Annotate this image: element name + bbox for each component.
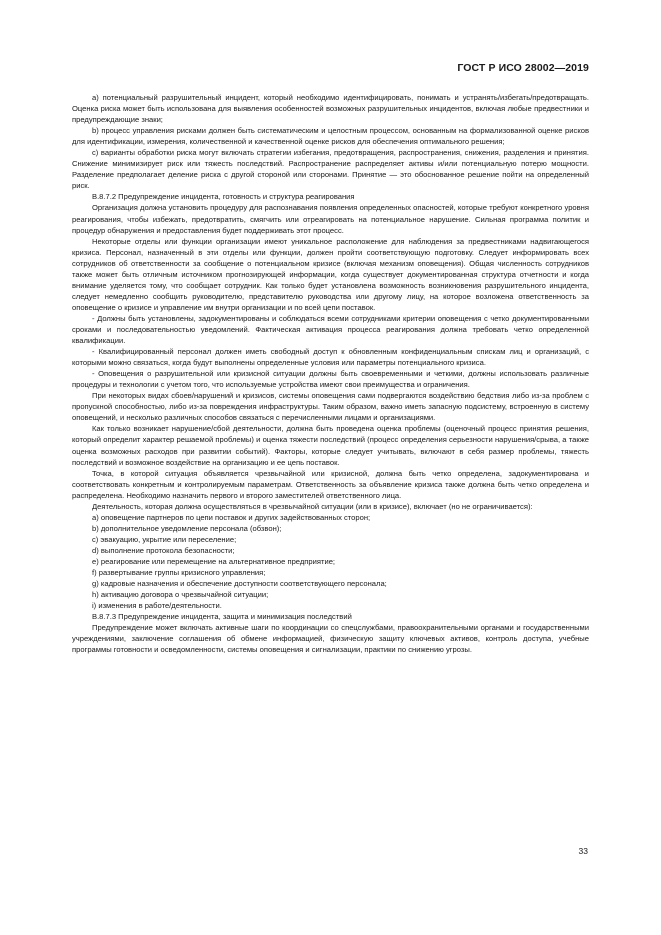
body-paragraph: При некоторых видах сбоев/нарушений и кризисов, системы оповещения сами подвергаются воздействию бедствия либо из-за проблем с пропускной способностью, либо из-за повреждения инфраструктуры. Таким образом, важно иметь запасную подсистему, встроенную в систему оповещений, и несколько различных способов связаться с перечисленными лицами и организациями. (72, 391, 589, 423)
body-paragraph: a) потенциальный разрушительный инцидент, который необходимо идентифицировать, понимать и устранять/избегать/предотвращать. Оценка риска может быть использована для выявления особенностей возможных разрушительных инцидентов, включая любые предвестники и предупреждающие знаки; (72, 93, 589, 125)
page-number: 33 (578, 846, 588, 856)
list-item: b) дополнительное уведомление персонала (обзвон); (92, 523, 282, 533)
body-paragraph: Как только возникает нарушение/сбой деятельности, должна быть проведена оценка проблемы (оценочный процесс принятия решения, который определит характер решаемой проблемы) и оценка тяжести последствий (процесс определения серьезности нарушения/срыва, а также оценка возможных расходов при развитии событий). Факторы, которые следует учитывать, включают в себя размер проблемы, тяжесть последствий и возможное воздействие на организацию и ее цепь поставок. (72, 424, 589, 467)
body-paragraph: Деятельность, которая должна осуществляться в чрезвычайной ситуации (или в кризисе), включает (но не ограничивается): (92, 501, 533, 511)
list-item: f) развертывание группы кризисного управления; (92, 568, 266, 578)
list-item: a) оповещение партнеров по цепи поставок и других задействованных сторон; (92, 512, 371, 522)
list-item: i) изменения в работе/деятельности. (92, 601, 222, 611)
body-paragraph: - Должны быть установлены, задокументированы и соблюдаться всеми сотрудниками критерии оповещения с четко документированными сроками и последовательностью уведомлений. Фактическая активация процесса реагирования должна требовать четко определенной квалификации. (72, 313, 589, 346)
section-heading: B.8.7.2 Предупреждение инцидента, готовность и структура реагирования (92, 192, 355, 202)
section-heading: B.8.7.3 Предупреждение инцидента, защита и минимизация последствий (92, 612, 352, 622)
body-paragraph: Некоторые отделы или функции организации имеют уникальное расположение для наблюдения за предвестниками надвигающегося кризиса. Персонал, назначенный в эти отделы или функции, должен пройти соответствующую подготовку. Следует информировать всех сотрудников об ответственности за сообщение о потенциальном кризисе (включая механизм оповещения). Общая численность сотрудников также может быть отличным источником прогнозирующей информации, когда существует документированная структура отчетности и когда внимание уделяется тому, что сообщает сотрудник. Как только будет установлена возможность возникновения разрушительного инцидента, следует немедленно сообщить руководителю, представителю руководства или другому лицу, на которое возложена ответственность за оповещение о кризисе и управление им внутри организации и по всей цепи поставок. (72, 236, 589, 312)
list-item: h) активацию договора о чрезвычайной ситуации; (92, 590, 269, 600)
body-paragraph: - Оповещения о разрушительной или кризисной ситуации должны быть своевременными и четкими, должны использовать различные процедуры и технологии с учетом того, что используемые устройства имеют свои преимущества и ограничения. (72, 369, 589, 390)
body-paragraph: Организация должна установить процедуру для распознавания появления определенных опасностей, которые требуют конкретного уровня реагирования, чтобы избежать, предотвратить, смягчить или отреагировать на потенциальное нарушение. Сильная программа политик и процедур обнаружения и предоставления будет поддерживать этот процесс. (72, 203, 589, 235)
document-standard-header: ГОСТ Р ИСО 28002—2019 (457, 62, 589, 74)
body-paragraph: b) процесс управления рисками должен быть систематическим и целостным процессом, основанным на формализованной оценке рисков для идентификации, измерения, количественной и качественной оценке рисков для обеспечения оптимального решения; (72, 126, 589, 147)
list-item: g) кадровые назначения и обеспечение доступности соответствующего персонала; (92, 579, 387, 589)
body-paragraph: Точка, в которой ситуация объявляется чрезвычайной или кризисной, должна быть четко определена, задокументирована и соответствовать конкретным и контролируемым параметрам. Ответственность за объявление кризиса также должна быть четко определена и распределена. Необходимо назначить первого и второго заместителей ответственного лица. (72, 468, 589, 500)
list-item: e) реагирование или перемещение на альтернативное предприятие; (92, 556, 336, 566)
list-item: d) выполнение протокола безопасности; (92, 545, 235, 555)
body-paragraph: c) варианты обработки риска могут включать стратегии избегания, предотвращения, распространения, снижения, разделения и принятия. Снижение минимизирует риск или тяжесть последствий. Распространение распределяет активы и/или потенциальную потерю мощности. Разделение предполагает деление риска с другой стороной или сторонами. Принятие — это обоснованное решение пойти на определенный риск. (72, 148, 589, 191)
document-body (72, 92, 589, 655)
list-item: c) эвакуацию, укрытие или переселение; (92, 534, 237, 544)
body-paragraph: Предупреждение может включать активные шаги по координации со спецслужбами, правоохранительными органами и государственными учреждениями, заключение соглашения об обмене информацией, физическую защиту ключевых активов, контроль доступа, учебные программы готовности и осведомленности, системы оповещения и сигнализации, практики по снижению угрозы. (72, 623, 589, 655)
body-paragraph: - Квалифицированный персонал должен иметь свободный доступ к обновленным конфиденциальным спискам лиц и организаций, с которыми можно связаться, когда будут выполнены определенные условия или параметры потенциального кризиса. (72, 347, 589, 368)
